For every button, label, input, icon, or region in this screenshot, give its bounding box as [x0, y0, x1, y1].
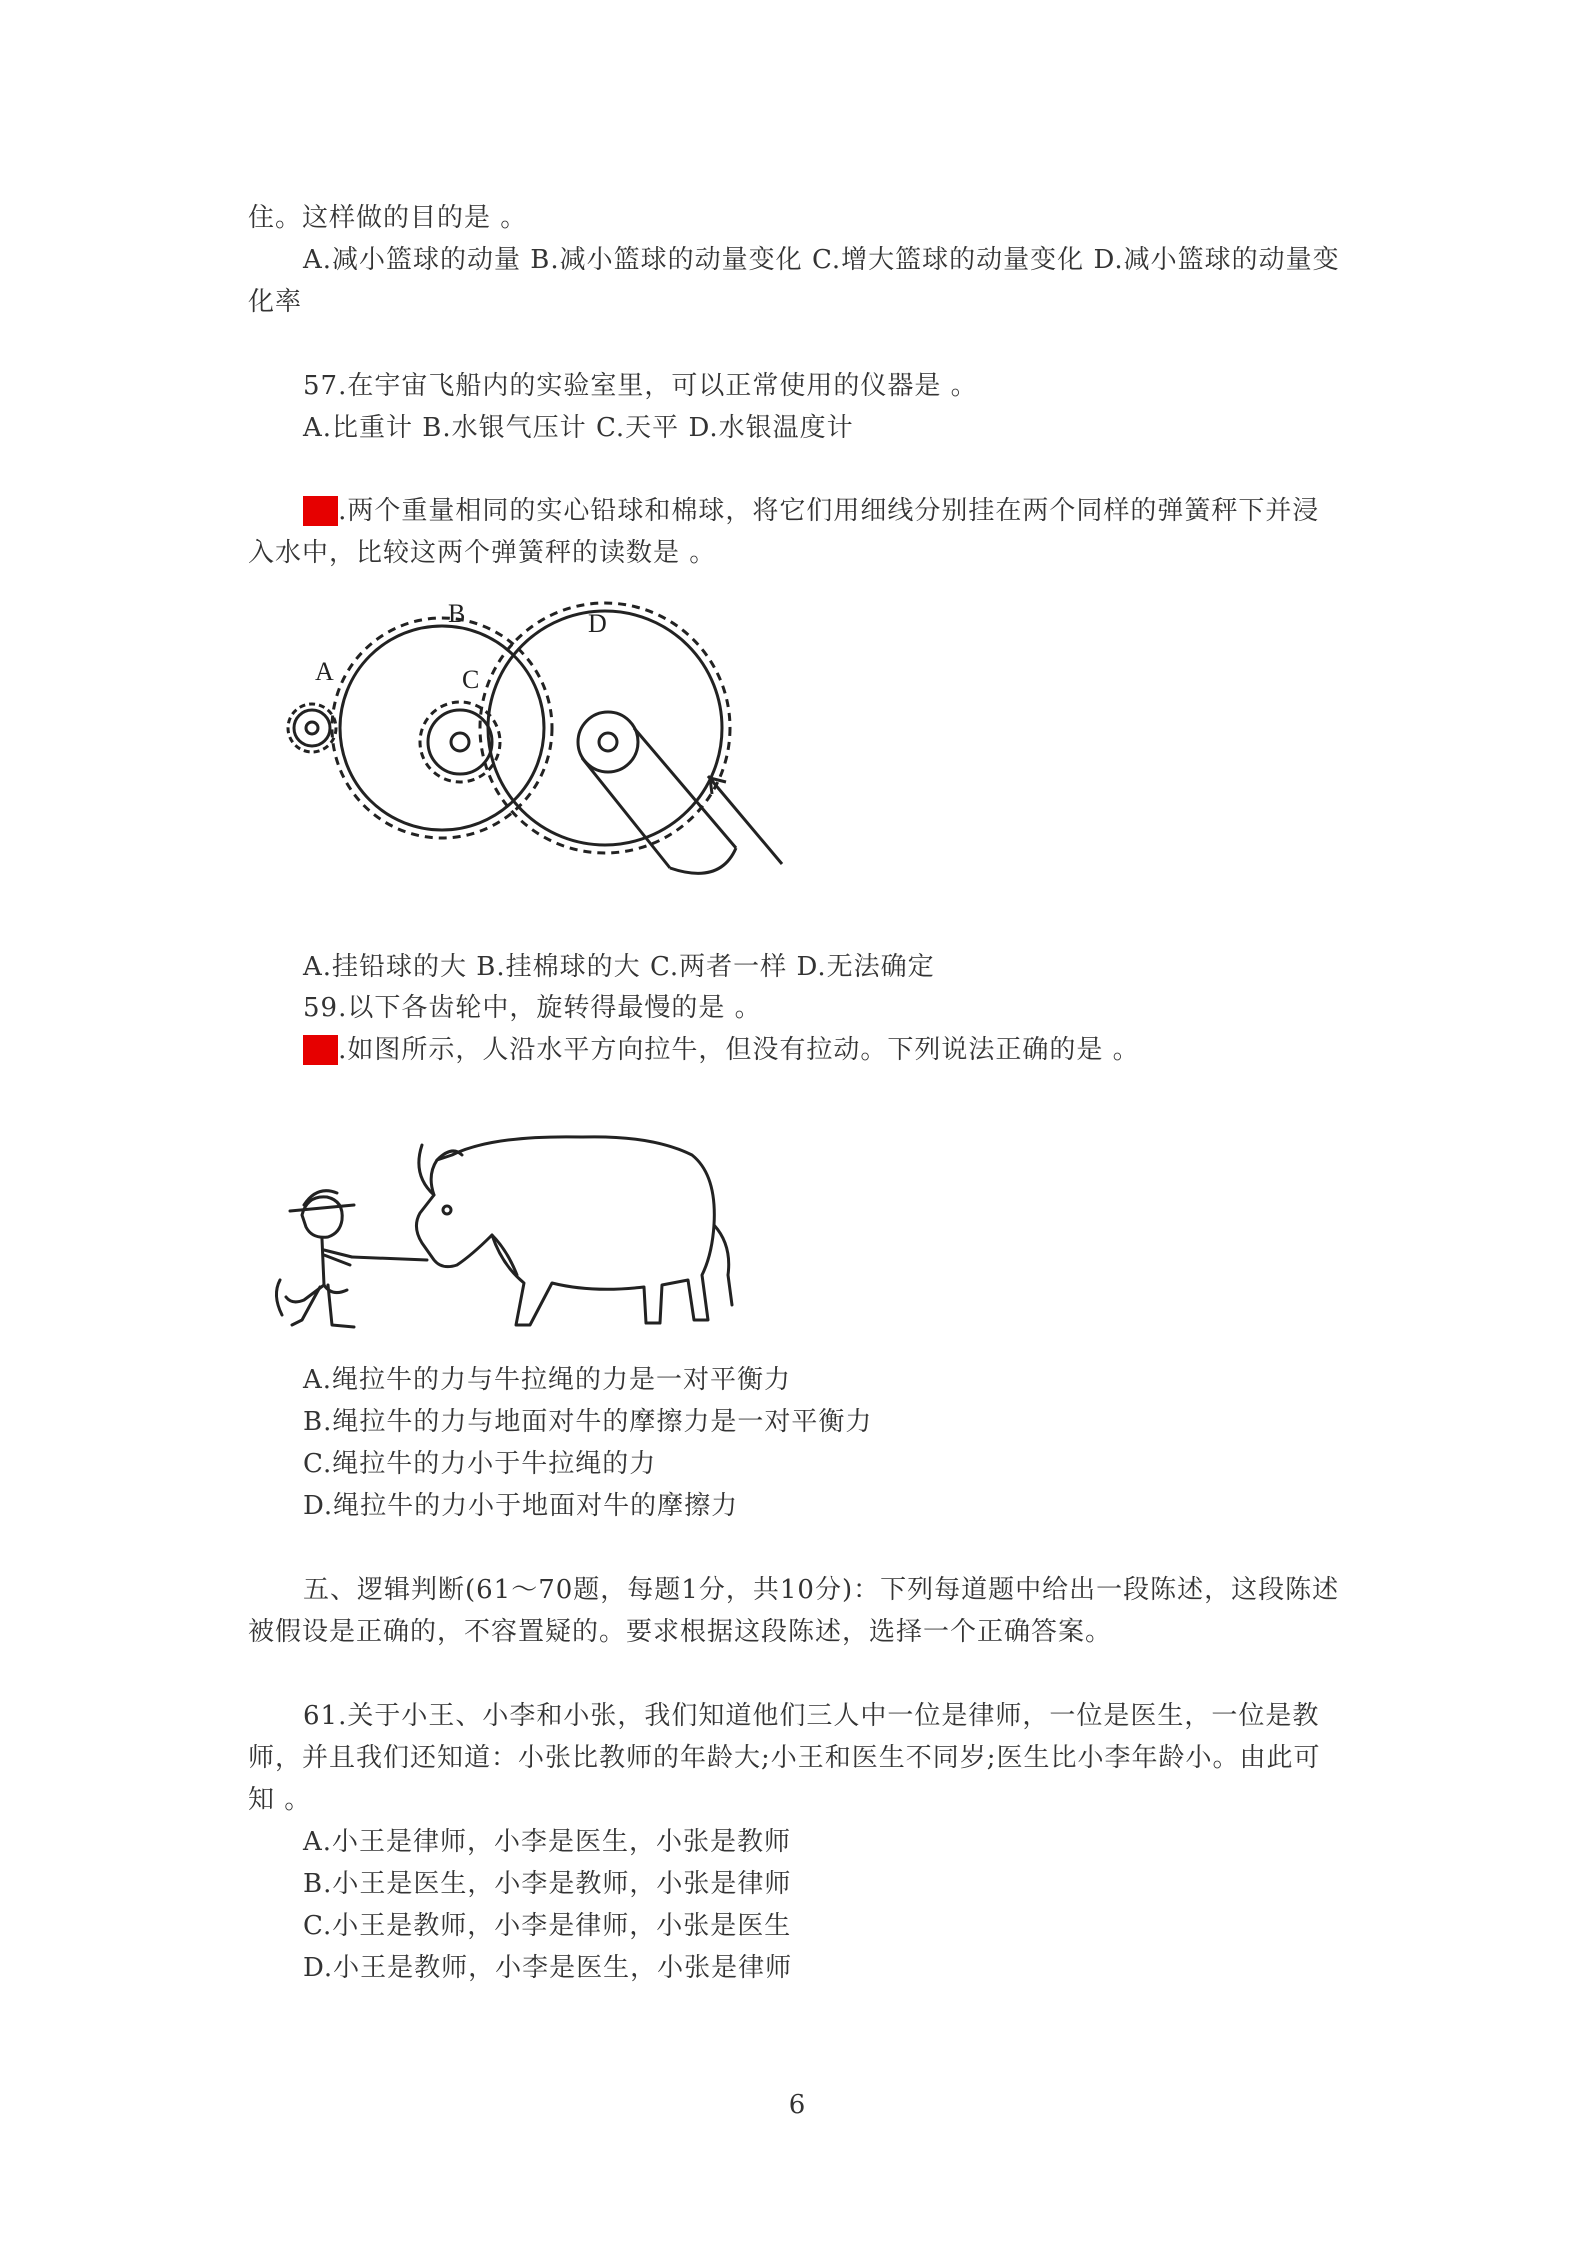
ox [416, 1137, 714, 1325]
q60-number-highlight: 60 [303, 1035, 339, 1065]
q58-question-line2: 入水中，比较这两个弹簧秤的读数是 。 [248, 538, 717, 568]
q57-options: A.比重计 B.水银气压计 C.天平 D.水银温度计 [303, 413, 854, 443]
q61-question-line3: 知 。 [248, 1785, 312, 1815]
arrow [708, 776, 782, 864]
q61-option-c: C.小王是教师，小李是律师，小张是医生 [303, 1911, 792, 1941]
gear-d [480, 603, 730, 853]
q60-option-b: B.绳拉牛的力与地面对牛的摩擦力是一对平衡力 [303, 1407, 873, 1437]
gear-b-label: B [448, 600, 466, 628]
gear-a-label: A [315, 657, 334, 686]
q59-question: 59.以下各齿轮中，旋转得最慢的是 。 [303, 993, 762, 1023]
section5-heading: 五、逻辑判断(61～70题，每题1分，共10分)：下列每道题中给出一段陈述，这段陈述 [303, 1575, 1340, 1605]
gears-figure [270, 600, 810, 890]
q58-options: A.挂铅球的大 B.挂棉球的大 C.两者一样 D.无法确定 [303, 952, 935, 982]
man-pulling-ox-figure [262, 1115, 742, 1355]
q60-option-c: C.绳拉牛的力小于牛拉绳的力 [303, 1449, 657, 1479]
q60-option-a: A.绳拉牛的力与牛拉绳的力是一对平衡力 [303, 1365, 792, 1395]
q60-question [303, 1030, 1363, 1070]
q58-question-line1 [303, 491, 1363, 531]
q61-option-b: B.小王是医生，小李是教师，小张是律师 [303, 1869, 792, 1899]
q61-option-d: D.小王是教师，小李是医生，小张是律师 [303, 1953, 793, 1983]
section5-instructions: 被假设是正确的，不容置疑的。要求根据这段陈述，选择一个正确答案。 [248, 1617, 1113, 1647]
q61-option-a: A.小王是律师，小李是医生，小张是教师 [303, 1827, 792, 1857]
q61-question-line1: 61.关于小王、小李和小张，我们知道他们三人中一位是律师，一位是医生，一位是教 [303, 1701, 1320, 1731]
q56-options-tail: 化率 [248, 287, 303, 317]
gear-d-label: D [588, 609, 607, 638]
page-number: 6 [788, 2090, 806, 2120]
q57-question: 57.在宇宙飞船内的实验室里，可以正常使用的仪器是 。 [303, 371, 978, 401]
q56-stem-tail: 住。这样做的目的是 。 [248, 203, 528, 233]
q56-options: A.减小篮球的动量 B.减小篮球的动量变化 C.增大篮球的动量变化 D.减小篮球的动量变 [303, 245, 1340, 275]
gear-b [332, 618, 552, 838]
q58-question-text: .两个重量相同的实心铅球和棉球，将它们用细线分别挂在两个同样的弹簧秤下并浸 [338, 496, 1320, 526]
q60-question-text: .如图所示，人沿水平方向拉牛，但没有拉动。下列说法正确的是 。 [338, 1035, 1140, 1065]
q60-option-d: D.绳拉牛的力小于地面对牛的摩擦力 [303, 1491, 739, 1521]
rope [352, 1257, 427, 1260]
gear-c-label: C [462, 665, 480, 694]
q61-question-line2: 师，并且我们还知道：小张比教师的年龄大;小王和医生不同岁;医生比小李年龄小。由此可 [248, 1743, 1321, 1773]
man [302, 1197, 342, 1237]
q58-number-highlight: 58 [303, 496, 339, 526]
